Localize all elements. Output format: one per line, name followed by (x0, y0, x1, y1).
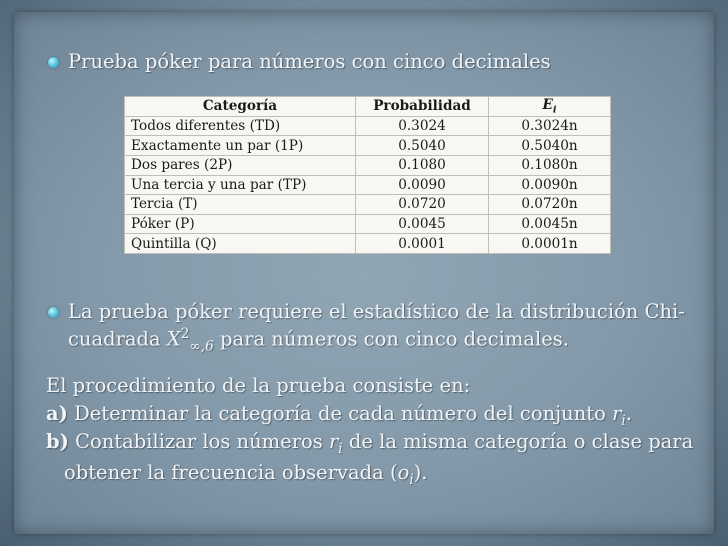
cell-probability: 0.0001 (356, 234, 489, 254)
cell-probability: 0.5040 (356, 136, 489, 156)
cell-category: Quintilla (Q) (125, 234, 356, 254)
step-a-label: a) (46, 402, 68, 425)
cell-expected: 0.0045n (489, 214, 611, 234)
chi-subscript: ∞,6 (189, 338, 214, 355)
bullet-icon (48, 307, 59, 318)
bullet-chi-square (38, 300, 708, 358)
step-b-text-1: Contabilizar los números (68, 430, 329, 453)
bullet-text: Prueba póker para números con cinco decimales (68, 50, 551, 73)
cell-expected: 0.0720n (489, 195, 611, 215)
table-row (125, 136, 611, 156)
cell-category: Todos diferentes (TD) (125, 116, 356, 136)
expected-subscript: i (552, 104, 557, 116)
cell-category: Póker (P) (125, 214, 356, 234)
procedure-step-b (46, 430, 704, 492)
step-b-end: ). (413, 460, 428, 484)
cell-category: Tercia (T) (125, 195, 356, 215)
table-row (125, 234, 611, 254)
step-a-var: r (612, 402, 622, 425)
cell-probability: 0.0090 (356, 175, 489, 195)
cell-expected: 0.0090n (489, 175, 611, 195)
cell-probability: 0.0045 (356, 214, 489, 234)
step-a-var-sub: i (621, 412, 626, 429)
header-category: Categoría (125, 97, 356, 117)
cell-probability: 0.1080 (356, 155, 489, 175)
table-row (125, 116, 611, 136)
step-b-var2: o (397, 460, 410, 484)
cell-category: Dos pares (2P) (125, 155, 356, 175)
step-a-end: . (625, 402, 632, 425)
expected-symbol: E (542, 97, 553, 113)
table-header-row (125, 97, 611, 117)
chi-text-1: La prueba póker requiere el estadístico de la distribución Chi-cuadrada (68, 300, 685, 351)
step-b-var: r (328, 430, 339, 453)
cell-expected: 0.3024n (489, 116, 611, 136)
cell-expected: 0.0001n (489, 234, 611, 254)
chi-superscript: 2 (180, 326, 190, 342)
table-row (125, 195, 611, 215)
cell-expected: 0.1080n (489, 155, 611, 175)
bullet-poker-test-title (38, 50, 728, 73)
step-b-var2-sub: i (409, 471, 414, 488)
header-expected (489, 97, 611, 117)
procedure-intro: El procedimiento de la prueba consiste en: (46, 374, 471, 397)
header-probability: Probabilidad (356, 97, 489, 117)
cell-category: Una tercia y una par (TP) (125, 175, 356, 195)
step-a-text: Determinar la categoría de cada número del conjunto (67, 402, 613, 425)
table-row (125, 155, 611, 175)
chi-text-2: para números con cinco decimales. (213, 327, 569, 351)
cell-expected: 0.5040n (489, 136, 611, 156)
table-row (125, 175, 611, 195)
procedure-step-a (46, 402, 686, 433)
probability-table (124, 96, 611, 254)
step-b-var-sub: i (338, 440, 343, 457)
step-b-label: b) (46, 430, 69, 453)
step-b-text-2: de la misma categoría o clase para obtener la frecuencia observada ( (64, 430, 694, 484)
table-row (125, 214, 611, 234)
table-body (125, 116, 611, 253)
cell-probability: 0.3024 (356, 116, 489, 136)
bullet-icon (48, 57, 59, 68)
cell-probability: 0.0720 (356, 195, 489, 215)
chi-symbol: X (166, 327, 181, 351)
cell-category: Exactamente un par (1P) (125, 136, 356, 156)
